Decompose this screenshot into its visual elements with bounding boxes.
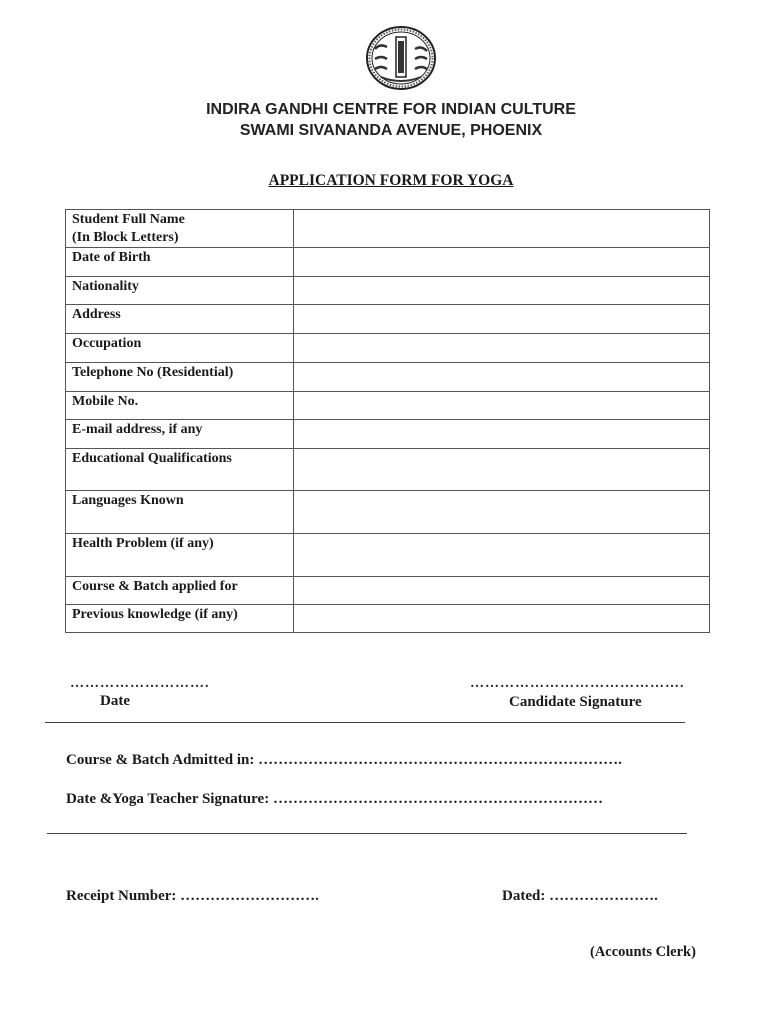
form-title: APPLICATION FORM FOR YOGA — [268, 172, 514, 189]
date-signature-line[interactable]: ………………………. — [70, 676, 210, 691]
candidate-signature-line[interactable]: ……………………………………. — [470, 676, 685, 691]
email-field[interactable] — [294, 420, 710, 449]
dated-line[interactable]: Dated: …………………. — [502, 888, 658, 904]
student-name-field[interactable] — [294, 210, 710, 248]
field-label: E-mail address, if any — [66, 420, 294, 449]
org-name: INDIRA GANDHI CENTRE FOR INDIAN CULTURE — [206, 101, 576, 118]
form-row — [66, 534, 710, 577]
field-label: Health Problem (if any) — [66, 534, 294, 577]
form-row — [66, 491, 710, 534]
org-address: SWAMI SIVANANDA AVENUE, PHOENIX — [239, 122, 543, 139]
form-row — [66, 420, 710, 449]
languages-field[interactable] — [294, 491, 710, 534]
form-row — [66, 577, 710, 605]
form-row — [66, 305, 710, 334]
divider — [47, 833, 687, 834]
form-row — [66, 605, 710, 633]
application-form-table — [65, 209, 710, 633]
field-label: Occupation — [66, 334, 294, 363]
form-row — [66, 210, 710, 248]
field-label: Languages Known — [66, 491, 294, 534]
accounts-clerk-label: (Accounts Clerk) — [590, 944, 696, 960]
address-field[interactable] — [294, 305, 710, 334]
field-label: Nationality — [66, 277, 294, 305]
receipt-number-line[interactable]: Receipt Number: ………………………. — [66, 888, 319, 904]
field-label: Previous knowledge (if any) — [66, 605, 294, 633]
health-problem-field[interactable] — [294, 534, 710, 577]
form-row — [66, 449, 710, 491]
telephone-field[interactable] — [294, 363, 710, 392]
form-row — [66, 334, 710, 363]
field-label: Mobile No. — [66, 392, 294, 420]
divider — [45, 722, 685, 723]
field-label: Telephone No (Residential) — [66, 363, 294, 392]
course-admitted-line[interactable]: Course & Batch Admitted in: ………………………………………………………………. — [66, 752, 622, 768]
occupation-field[interactable] — [294, 334, 710, 363]
form-row — [66, 277, 710, 305]
nationality-field[interactable] — [294, 277, 710, 305]
field-label: Date of Birth — [66, 248, 294, 277]
previous-knowledge-field[interactable] — [294, 605, 710, 633]
state-emblem-seal-icon — [365, 25, 437, 91]
mobile-field[interactable] — [294, 392, 710, 420]
candidate-signature-label: Candidate Signature — [509, 694, 642, 710]
teacher-signature-line[interactable]: Date &Yoga Teacher Signature: ………………………………………………………… — [66, 791, 603, 807]
form-row — [66, 392, 710, 420]
field-label: Student Full Name (In Block Letters) — [66, 210, 294, 248]
field-label: Educational Qualifications — [66, 449, 294, 491]
date-of-birth-field[interactable] — [294, 248, 710, 277]
course-batch-field[interactable] — [294, 577, 710, 605]
form-row — [66, 363, 710, 392]
field-label: Address — [66, 305, 294, 334]
date-label: Date — [100, 693, 130, 709]
qualifications-field[interactable] — [294, 449, 710, 491]
field-label: Course & Batch applied for — [66, 577, 294, 605]
form-row — [66, 248, 710, 277]
